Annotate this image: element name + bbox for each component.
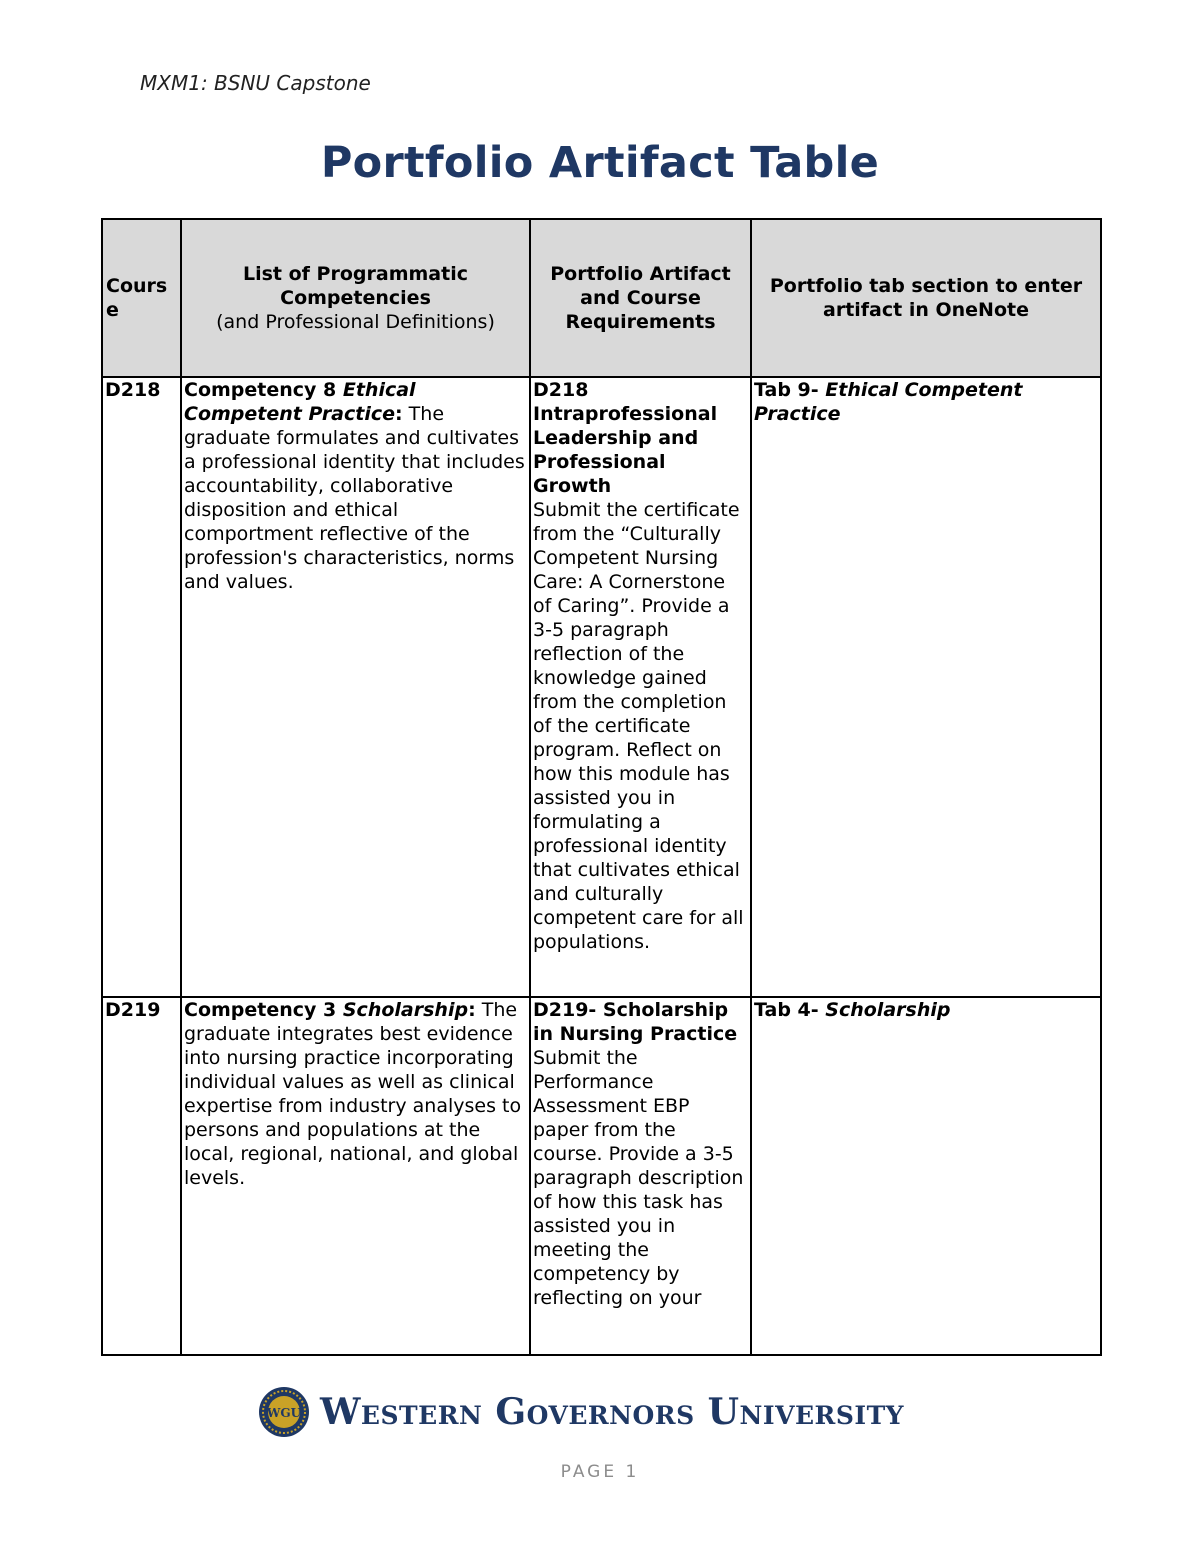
artifact-requirements: Submit the certificate from the “Culturally Competent Nursing Care: A Cornerstone of Caring”. Provide a 3-5 paragraph reflection of the knowledge gained from the completion of the certificate program. Reflect on how this module has assisted you in formulating a professional identity that cultivates ethical and culturally competent care for all populations. — [533, 499, 744, 953]
competency-definition: The graduate integrates best evidence into nursing practice incorporating individual values as well as clinical expertise from industry analyses to persons and populations at the local, regional, national, and global levels. — [184, 999, 522, 1189]
tab-cell — [751, 377, 1101, 997]
course-cell: D218 — [102, 377, 181, 997]
page-number: PAGE 1 — [560, 1462, 640, 1482]
tab-name: Ethical Competent Practice — [754, 379, 1023, 425]
column-header-tab: Portfolio tab section to enter artifact in OneNote — [751, 219, 1101, 377]
column-header-course: Course — [102, 219, 181, 377]
wgu-logo — [258, 1385, 904, 1439]
competency-colon: : — [468, 999, 476, 1021]
competency-name: Ethical Competent Practice — [184, 379, 416, 425]
university-name: Western Governors University — [320, 1391, 905, 1433]
university-seal-icon — [258, 1386, 310, 1438]
artifact-title: D218 Intraprofessional Leadership and Professional Growth — [533, 379, 718, 497]
competency-content — [184, 998, 527, 1354]
competency-cell — [181, 997, 530, 1355]
course-code: D219 — [105, 999, 161, 1021]
competency-cell — [181, 377, 530, 997]
course-cell — [102, 997, 181, 1355]
tab-name: Scholarship — [825, 999, 951, 1021]
column-header-artifact: Portfolio Artifact and Course Requirements — [530, 219, 751, 377]
competency-number: Competency 3 — [184, 999, 343, 1021]
page-title: Portfolio Artifact Table — [320, 138, 880, 188]
document-header: MXM1: BSNU Capstone — [140, 71, 371, 95]
column-header-competencies — [181, 219, 530, 377]
table-row — [102, 997, 1101, 1355]
tab-number: Tab 4- — [754, 999, 826, 1021]
artifact-cell — [530, 377, 751, 997]
tab-content — [754, 998, 1098, 1354]
competency-name: Scholarship — [342, 999, 469, 1021]
artifact-content — [533, 998, 748, 1354]
competency-number: Competency 8 — [184, 379, 343, 401]
tab-number: Tab 9- — [754, 379, 826, 401]
column-header-competencies-main: List of Programmatic Competencies — [243, 263, 468, 309]
competency-colon: : — [395, 403, 403, 425]
tab-cell — [751, 997, 1101, 1355]
portfolio-artifact-table — [101, 218, 1102, 1356]
seal-letters: WGU — [266, 1406, 302, 1420]
competency-definition: The graduate formulates and cultivates a professional identity that includes accountability, collaborative disposition and ethical comportment reflective of the profession's characteristics, norms and values. — [184, 403, 525, 593]
artifact-requirements: Submit the Performance Assessment EBP paper from the course. Provide a 3-5 paragraph description of how this task has assisted you in meeting the competency by reflecting on your — [533, 1047, 744, 1309]
artifact-title: D219- Scholarship in Nursing Practice — [533, 999, 738, 1045]
artifact-cell — [530, 997, 751, 1355]
table-header-row — [102, 219, 1101, 377]
table-row — [102, 377, 1101, 997]
column-header-competencies-sub: (and Professional Definitions) — [216, 311, 495, 333]
